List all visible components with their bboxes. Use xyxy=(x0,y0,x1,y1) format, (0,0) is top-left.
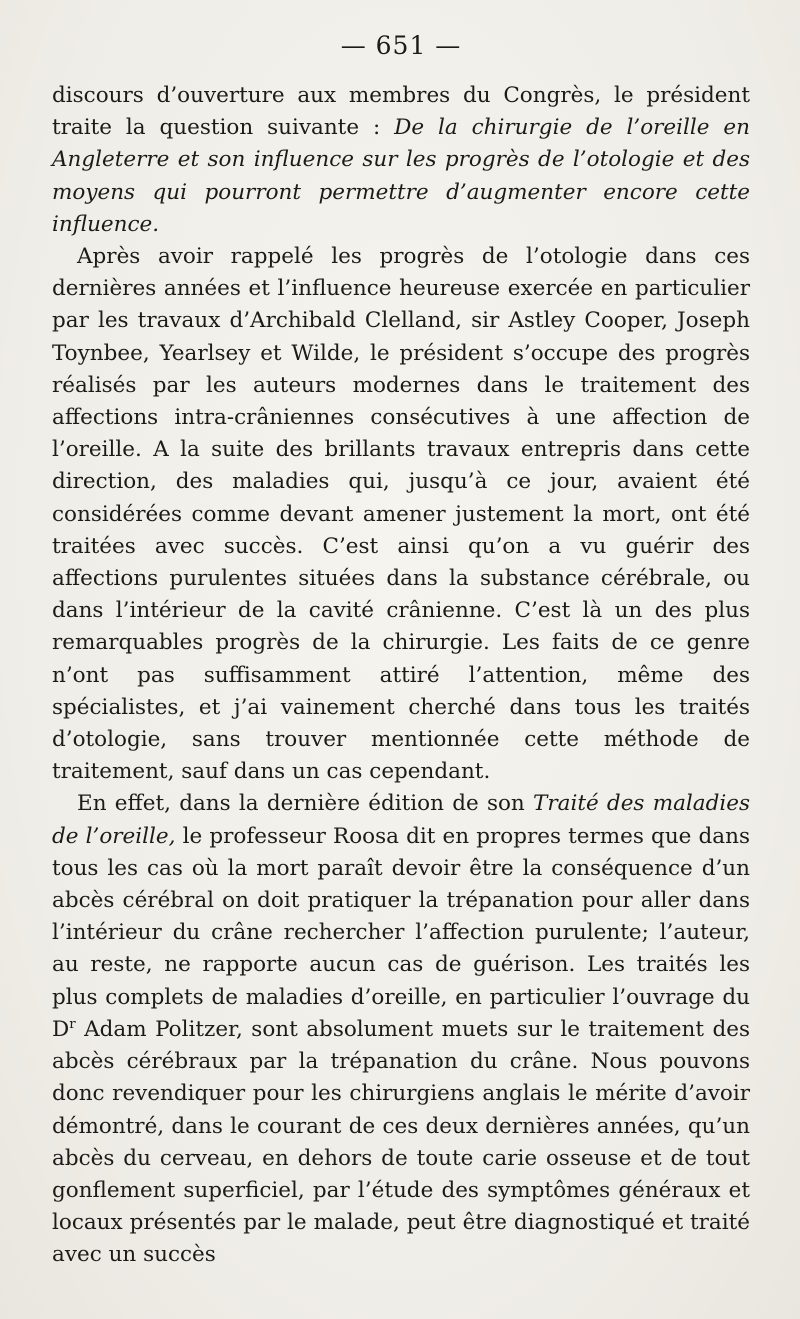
paragraph-3-text-start: En effet, dans la dernière édition de son xyxy=(77,791,534,817)
paragraph-3 xyxy=(52,788,750,1271)
paragraph-3-italic-title: Traité des maladies de l’oreille, xyxy=(52,791,750,849)
doctor-abbrev-superscript: r xyxy=(69,1016,76,1032)
paragraph-3-text-end: Adam Politzer, sont absolument muets sur le traitement des abcès cérébraux par la trépanation du crâne. Nous pouvons donc revendiquer pour les chirurgiens anglais le mérite d’avoir démontré, dans le courant de ces deux dernières années, qu’un abcès du cerveau, en dehors de toute carie osseuse et de tout gonflement superficiel, par l’étude des symptômes généraux et locaux présentés par le malade, peut être diagnostiqué et traité avec un succès xyxy=(52,1016,750,1268)
paragraph-2-text: Après avoir rappelé les progrès de l’otologie dans ces dernières années et l’influence heureuse exercée en particulier par les travaux d’Archibald Clelland, sir Astley Cooper, Joseph Toynbee, Yearlsey et Wilde, le président s’occupe des progrès réalisés par les auteurs modernes dans le traitement des affections intra-crâniennes consécutives à une affection de l’oreille. A la suite des brillants travaux entrepris dans cette direction, des maladies qui, jusqu’à ce jour, avaient été considérées comme devant amener justement la mort, ont été traitées avec succès. C’est ainsi qu’on a vu guérir des affections purulentes situées dans la substance cérébrale, ou dans l’intérieur de la cavité crânienne. C’est là un des plus remarquables progrès de la chirurgie. Les faits de ce genre n’ont pas suffisamment attiré l’attention, même des spécialistes, et j’ai vainement cherché dans tous les traités d’otologie, sans trouver mentionnée cette méthode de traitement, sauf dans un cas cependant. xyxy=(52,244,750,785)
paragraph-1-text: discours d’ouverture aux membres du Congrès, le président traite la question suivante : xyxy=(52,83,750,141)
paragraph-2 xyxy=(52,241,750,788)
page-number: — 651 — xyxy=(340,31,462,60)
paragraph-1-italic-title: De la chirurgie de l’oreille en Angleterre et son influence sur les progrès de l’otologie et des moyens qui pourront permettre d’augmenter encore cette influence. xyxy=(52,115,750,237)
paragraph-1 xyxy=(52,80,750,241)
paragraph-3-text-middle: le professeur Roosa dit en propres termes que dans tous les cas où la mort paraît devoir être la conséquence d’un abcès cérébral on doit pratiquer la trépanation pour aller dans l’intérieur du crâne rechercher l’affection purulente; l’auteur, au reste, ne rapporte aucun cas de guérison. Les traités les plus complets de maladies d’oreille, en particulier l’ouvrage du D xyxy=(52,823,750,1042)
body-text xyxy=(52,80,750,1272)
